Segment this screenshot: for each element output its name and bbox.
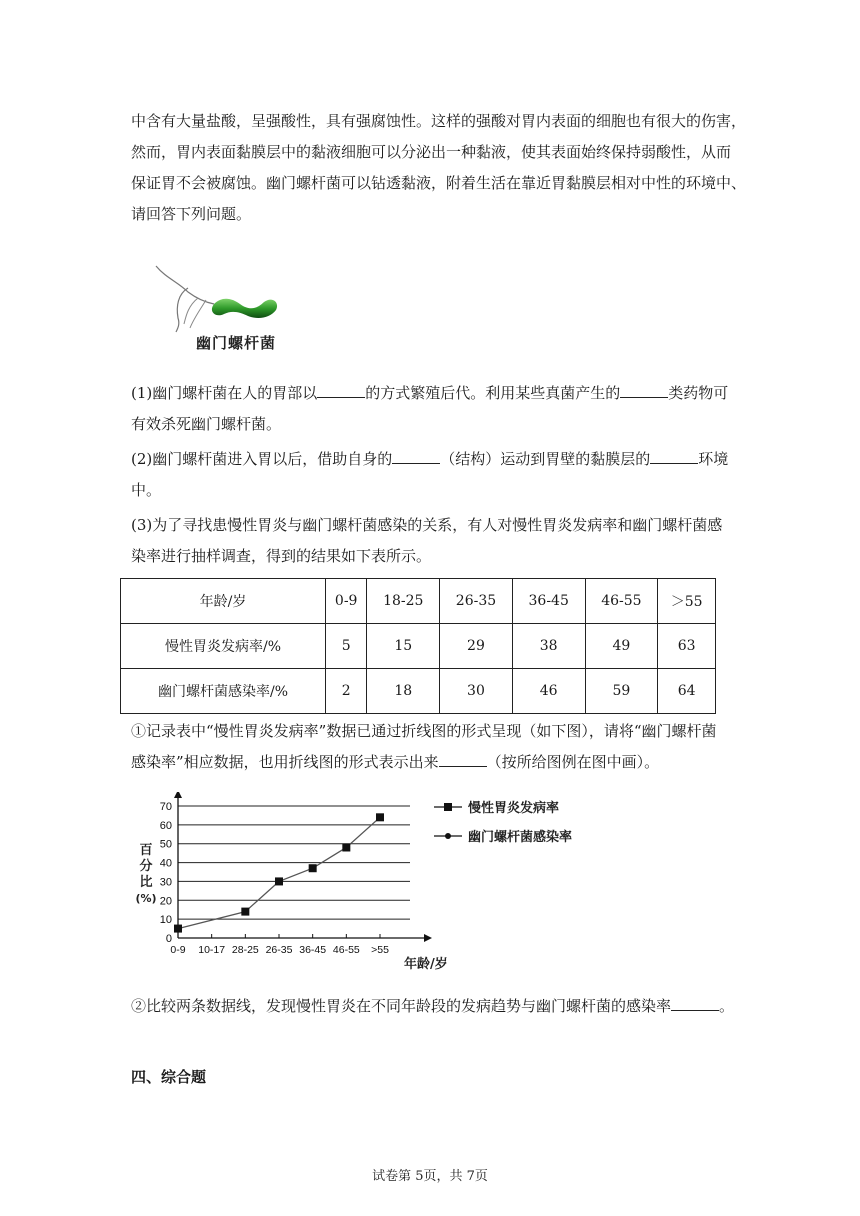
y-tick-label: 30 [159,876,172,889]
table-cell: 5 [326,624,367,669]
legend-label: 幽门螺杆菌感染率 [468,830,573,845]
table-cell: 慢性胃炎发病率/% [121,624,326,669]
answer-blank[interactable] [439,752,487,767]
x-tick-label: 0-9 [170,944,186,956]
table-cell: 46 [512,669,585,714]
data-point [342,843,350,851]
table-cell: 年龄/岁 [121,579,326,624]
y-axis-label: 比 [139,875,153,890]
question-3-1 [131,716,731,778]
table-cell: 26-35 [440,579,513,624]
table-cell: 幽门螺杆菌感染率/% [121,669,326,714]
grid-lines [178,806,410,919]
y-tick-label: 0 [165,933,172,945]
table-cell: 36-45 [512,579,585,624]
survey-table [120,578,716,714]
y-tick-label: 20 [159,895,172,908]
q3-2-text-b: 。 [719,997,735,1015]
x-tick-label: 28-25 [231,944,259,956]
y-axis-label: 分 [139,859,153,874]
answer-blank[interactable] [317,383,365,398]
table-cell: 2 [326,669,367,714]
y-axis-label: 百 [139,843,153,858]
y-axis-arrow [174,792,182,798]
q1-text-c: 类药物可 [668,384,729,402]
answer-blank[interactable] [650,449,698,464]
table-cell: 18-25 [367,579,440,624]
x-axis-label: 年龄/岁 [404,957,448,972]
x-tick-label: 26-35 [265,944,293,956]
q2-text-a: (2)幽门螺杆菌进入胃以后，借助自身的 [131,450,393,468]
table-cell: 49 [585,624,658,669]
legend [434,800,572,845]
legend-marker [445,833,451,839]
x-axis-arrow [424,934,432,942]
q1-text-a: (1)幽门螺杆菌在人的胃部以 [131,384,318,402]
table-cell: 18 [367,669,440,714]
answer-blank[interactable] [392,449,440,464]
table-cell: 59 [585,669,658,714]
data-point [376,813,384,821]
table-cell: ＞55 [658,579,716,624]
section-heading: 四、综合题 [131,1068,207,1086]
y-tick-label: 10 [159,914,172,927]
table-header-row [121,579,716,624]
table-cell: 29 [440,624,513,669]
data-point [241,908,249,916]
series [174,813,384,932]
table-cell: 63 [658,624,716,669]
x-tick-label: 10-17 [198,944,226,956]
x-tick-label: 46-55 [332,944,360,956]
y-tick-label: 50 [159,838,172,851]
q3-line-1: (3)为了寻找患慢性胃炎与幽门螺杆菌感染的关系，有人对慢性胃炎发病率和幽门螺杆菌感 [131,516,723,534]
data-point [174,925,182,933]
table-cell: 38 [512,624,585,669]
table-cell: 30 [440,669,513,714]
q3-1-line-1: ①记录表中“慢性胃炎发病率”数据已通过折线图的形式呈现（如下图），请将“幽门螺杆菌 [131,722,717,740]
q3-2-text-a: ②比较两条数据线，发现慢性胃炎在不同年龄段的发病趋势与幽门螺杆菌的感染率 [131,997,672,1015]
question-3-2 [131,991,735,1022]
table-cell: 15 [367,624,440,669]
intro-line-1: 中含有大量盐酸，呈强酸性，具有强腐蚀性。这样的强酸对胃内表面的细胞也有很大的伤害， [131,112,747,130]
question-2 [131,444,731,506]
answer-blank[interactable] [620,383,668,398]
y-tick-label: 60 [159,819,172,832]
table-cell: 64 [658,669,716,714]
x-tick-labels [170,944,389,956]
intro-line-2: 然而，胃内表面黏膜层中的黏液细胞可以分泌出一种黏液，使其表面始终保持弱酸性，从而 [131,143,732,161]
question-3 [131,510,731,572]
q2-text-b: （结构）运动到胃壁的黏膜层的 [440,450,651,468]
y-tick-label: 40 [159,857,172,870]
x-tick-label: >55 [371,944,389,956]
q2-text-c: 环境 [698,450,729,468]
data-point [275,877,283,885]
intro-line-3: 保证胃不会被腐蚀。幽门螺杆菌可以钻透黏液，附着生活在靠近胃黏膜层相对中性的环境中、 [131,174,747,192]
intro-paragraph [131,106,747,230]
q3-line-2: 染率进行抽样调查，得到的结果如下表所示。 [131,547,432,565]
question-1 [131,378,731,440]
table-cell: 46-55 [585,579,658,624]
table-cell: 0-9 [326,579,367,624]
line-chart [128,792,608,974]
series-line [178,817,380,928]
page-footer: 试卷第 5页，共 7页 [372,1169,488,1184]
figure-caption: 幽门螺杆菌 [196,334,277,352]
q3-1-text-b: （按所给图例在图中画）。 [486,753,660,771]
table-row [121,669,716,714]
y-tick-labels [160,801,172,945]
q1-text-b: 的方式繁殖后代。利用某些真菌产生的 [365,384,621,402]
y-tick-label: 70 [159,801,172,813]
q3-1-text-a: 感染率”相应数据，也用折线图的形式表示出来 [131,753,439,771]
x-tick-label: 36-45 [299,944,327,956]
y-axis-label: (%) [135,892,157,905]
table-row [121,624,716,669]
q2-line-2: 中。 [131,481,162,499]
data-point [309,864,317,872]
q1-line-2: 有效杀死幽门螺杆菌。 [131,415,282,433]
intro-line-4: 请回答下列问题。 [131,205,252,223]
legend-label: 慢性胃炎发病率 [468,801,560,816]
legend-marker [444,803,452,811]
answer-blank[interactable] [671,996,719,1011]
